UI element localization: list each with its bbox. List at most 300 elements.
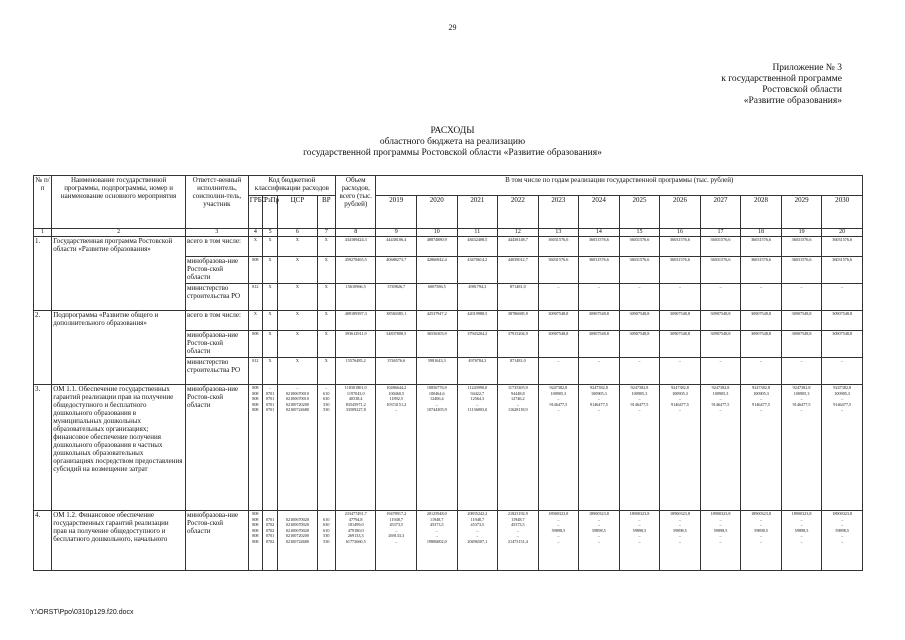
year-value-cell: 37943204,2 [457, 331, 498, 358]
year-value-cell: 21823192,9 [507, 511, 528, 516]
year-value-cell: 36031576,6 [579, 257, 620, 284]
year-value-stack [457, 511, 498, 571]
csr-cell: X [278, 284, 318, 311]
year-value-cell: 30907548,8 [822, 331, 863, 358]
year-value-stack [660, 511, 701, 571]
vr-cell: 530 [323, 538, 330, 544]
row-executor: всего в том числе: [185, 311, 248, 331]
file-path-footer: Y:\ORST\Ppo\0310p129.f20.docx [30, 609, 134, 616]
year-2028: 2028 [741, 196, 782, 229]
year-value-cell: – [759, 516, 763, 522]
year-value-cell: – [841, 396, 844, 402]
year-value-cell: – [597, 407, 600, 413]
year-value-cell: – [678, 522, 682, 528]
csr-cell: 02100720200 [285, 533, 309, 539]
year-value-cell: 100905,3 [550, 390, 567, 396]
doc-subtitle-1: областного бюджета на реализацию [379, 137, 526, 147]
grbs-cell: 808 [252, 407, 259, 413]
year-value-cell: – [841, 407, 844, 413]
year-value-cell: – [660, 358, 701, 385]
year-value-cell: – [435, 533, 438, 539]
total-cell: 269133,3 [347, 533, 364, 539]
row-executor: минобразова-ние Ростов-ской области [185, 331, 248, 358]
year-value-cell: – [841, 516, 844, 522]
year-value-cell: 18900323,8 [832, 511, 853, 516]
appendix-line-3: Ростовской области [762, 85, 842, 95]
vr-cell: 610 [323, 527, 330, 533]
year-value-stack [417, 385, 458, 511]
csr-cell: 02100670020 [285, 516, 309, 522]
year-value-cell: 30907548,8 [781, 311, 822, 331]
year-value-cell: 30907548,8 [781, 331, 822, 358]
year-value-cell: – [781, 358, 822, 385]
column-number-cell: 8 [335, 229, 376, 237]
year-2030: 2030 [822, 196, 863, 229]
year-value-cell: 9146477,5 [833, 401, 852, 407]
year-value-stack [781, 385, 822, 511]
year-value-cell: 19806002,0 [426, 538, 447, 544]
year-value-cell: – [619, 358, 660, 385]
column-number-cell: 19 [781, 229, 822, 237]
year-value-cell: 11892,5 [389, 396, 403, 402]
year-2025: 2025 [619, 196, 660, 229]
year-value-cell: 45373,5 [511, 522, 525, 528]
column-number-cell: 14 [579, 229, 620, 237]
year-value-cell: 45373,5 [389, 522, 404, 528]
year-value-cell: 269133,3 [388, 533, 405, 539]
doc-title: РАСХОДЫ [430, 126, 475, 136]
year-value-cell: 36031576,6 [781, 257, 822, 284]
year-value-cell: 11628118,9 [508, 407, 528, 413]
year-value-cell: 94448,8 [511, 390, 525, 396]
year-value-cell: 59898,5 [632, 527, 647, 533]
year-value-cell: – [719, 516, 722, 522]
year-value-cell: 100905,3 [834, 390, 851, 396]
year-value-cell: – [759, 538, 763, 544]
grbs-cell: 808 [252, 401, 259, 407]
csr-cell: 02100724680 [285, 538, 309, 544]
year-value-cell: – [719, 396, 722, 402]
year-value-cell: – [638, 396, 641, 402]
rzpr-cell: 0701 [265, 390, 275, 396]
total-cell: 479180,0 [347, 527, 364, 533]
year-value-cell: 18900323,8 [710, 511, 731, 516]
table-row [34, 385, 863, 511]
column-number-cell: 20 [822, 229, 863, 237]
header-name: Наименование государственной программы, подпрограммы, номер и наименование основного мероприятия [52, 176, 186, 229]
rzpr-cell: X [262, 331, 277, 358]
year-value-cell: 45373,5 [429, 522, 444, 528]
header-grbs: ГРБС [248, 196, 262, 229]
row-executor: министерство строительства РО [185, 284, 248, 311]
header-csr: ЦСР [278, 196, 318, 229]
year-value-cell: 100905,3 [591, 390, 607, 396]
year-value-stack [741, 385, 782, 511]
csr-cell: 02100670020 [285, 522, 309, 528]
year-value-cell: – [516, 527, 519, 533]
year-2026: 2026 [660, 196, 701, 229]
year-value-cell: – [841, 522, 844, 528]
appendix-line-4: «Развитие образования» [743, 96, 842, 106]
total-cell: 393612911,9 [335, 331, 376, 358]
year-value-cell: – [579, 358, 620, 385]
year-value-cell: 38786685,9 [498, 311, 539, 331]
year-value-cell: 19478917,2 [386, 511, 407, 516]
grbs-cell: X [248, 311, 262, 331]
total-cell: 15576485,2 [335, 358, 376, 385]
column-number-cell: 12 [498, 229, 539, 237]
csr-cell-stack [278, 385, 318, 511]
year-value-cell: 11948,7 [470, 516, 485, 522]
table-row [34, 511, 863, 571]
year-value-stack [538, 385, 579, 511]
year-value-cell: 30907548,8 [538, 331, 579, 358]
year-value-cell: – [678, 516, 682, 522]
year-value-cell: 11948,7 [430, 516, 444, 522]
total-cell: 40538,4 [348, 396, 363, 402]
year-value-cell: 36556303,9 [417, 331, 458, 358]
row-executor: минобразова-ние Ростов-ской области [185, 257, 248, 284]
total-cell: 47794,8 [348, 516, 363, 522]
year-value-cell: – [759, 407, 763, 413]
year-value-stack [822, 385, 863, 511]
year-value-cell: 30907548,8 [660, 311, 701, 331]
year-value-stack [781, 511, 822, 571]
year-value-cell: – [781, 284, 822, 311]
year-value-cell: 42866942,4 [417, 257, 458, 284]
year-value-cell: – [395, 527, 398, 533]
year-value-cell: 40688273,7 [376, 257, 417, 284]
year-value-cell: 11735305,9 [507, 385, 528, 390]
year-value-cell: 100905,3 [631, 390, 648, 396]
year-value-cell: 9247382,8 [833, 385, 852, 390]
year-value-cell: 18900323,8 [791, 511, 812, 516]
total-cell: 181499,0 [347, 522, 364, 528]
year-value-cell: 30907548,8 [741, 331, 782, 358]
year-value-cell: 100905,3 [753, 390, 769, 396]
year-value-cell: 30907548,8 [822, 311, 863, 331]
csr-cell: 02100720200 [285, 401, 309, 407]
year-2023: 2023 [538, 196, 579, 229]
year-value-cell: – [741, 358, 782, 385]
year-value-cell: – [557, 516, 560, 522]
year-value-stack [498, 385, 539, 511]
year-value-cell: 30907548,8 [741, 311, 782, 331]
vr-cell: 530 [323, 533, 330, 539]
rzpr-cell-stack [262, 511, 277, 571]
page-number: 29 [448, 23, 457, 32]
year-value-cell: 20496507,1 [467, 538, 488, 544]
row-number: 2. [34, 311, 52, 385]
rzpr-cell: 0702 [265, 538, 275, 544]
year-value-cell: – [741, 284, 782, 311]
year-value-cell: 100464,6 [428, 390, 445, 396]
grbs-cell: 808 [248, 331, 262, 358]
grbs-cell: 808 [248, 257, 262, 284]
row-number: 3. [34, 385, 52, 511]
year-value-stack [376, 385, 417, 511]
year-value-cell: 9247382,8 [630, 385, 649, 390]
year-value-cell: – [719, 407, 722, 413]
year-value-stack [700, 511, 741, 571]
year-value-cell: 9247382,8 [590, 385, 608, 390]
total-cell: 434189424,3 [335, 237, 376, 257]
total-cell: 409189397,3 [335, 311, 376, 331]
year-value-cell: 59898,5 [713, 527, 728, 533]
rzpr-cell: 0701 [265, 396, 275, 402]
vr-cell: 610 [323, 516, 330, 522]
year-value-cell: – [719, 522, 722, 528]
rzpr-cell: 0702 [265, 522, 275, 528]
rzpr-cell: 0701 [265, 401, 275, 407]
year-value-cell: 30907548,8 [579, 311, 620, 331]
year-value-cell: – [557, 407, 560, 413]
year-value-cell: 9146477,5 [711, 401, 730, 407]
row-name: Государственная программа Ростовской области «Развитие образования» [52, 237, 186, 311]
year-value-cell: – [597, 533, 600, 539]
year-value-cell: 18900323,8 [751, 511, 771, 516]
row-name: ОМ 1.2. Финансовое обеспечение государственных гарантий реализации прав на получение общедоступного и бесплатного дошкольного, начального [52, 511, 186, 571]
year-value-cell: – [557, 538, 560, 544]
total-cell: 1197043,0 [346, 390, 365, 396]
year-value-cell: – [597, 516, 600, 522]
year-value-cell: 59898,5 [592, 527, 606, 533]
year-value-cell: – [516, 533, 519, 539]
year-value-cell: 5981643,3 [417, 358, 458, 385]
year-value-cell: – [538, 358, 579, 385]
year-value-cell: – [638, 407, 641, 413]
year-value-cell: – [678, 407, 682, 413]
csr-cell: 02100670020 [285, 527, 309, 533]
year-value-stack [619, 385, 660, 511]
csr-cell: X [278, 237, 318, 257]
year-value-cell: 30907548,8 [660, 331, 701, 358]
row-name: Подпрограмма «Развитие общего и дополнительного образования» [52, 311, 186, 385]
year-value-cell: – [538, 284, 579, 311]
year-value-cell: 36031576,6 [660, 257, 701, 284]
year-value-cell: 12746,2 [511, 396, 525, 402]
year-value-cell: – [638, 533, 641, 539]
year-value-cell: 20125948,0 [426, 511, 447, 516]
year-value-stack [457, 385, 498, 511]
row-executor: минобразова-ние Ростов-ской области [185, 385, 248, 511]
year-value-cell: – [800, 522, 803, 528]
total-cell: 118301801,0 [344, 385, 367, 390]
year-value-cell: 59898,5 [835, 527, 849, 533]
vr-cell: X [317, 358, 335, 385]
year-value-cell: 43470614,2 [457, 257, 498, 284]
year-value-cell: – [579, 284, 620, 311]
year-value-cell: 18900323,8 [588, 511, 609, 516]
grbs-cell: 808 [252, 533, 259, 539]
year-value-cell: – [841, 533, 844, 539]
csr-cell: 02100724680 [285, 407, 309, 413]
total-cell: 15610966,5 [335, 284, 376, 311]
table-row [34, 311, 863, 331]
year-value-cell: – [476, 401, 479, 407]
year-value-cell: – [759, 396, 763, 402]
year-value-cell: 36031576,6 [538, 257, 579, 284]
year-value-cell: – [597, 396, 600, 402]
year-value-stack [579, 511, 620, 571]
year-value-cell: – [822, 358, 863, 385]
year-value-cell: 9247382,8 [792, 385, 811, 390]
rzpr-cell: X [262, 284, 277, 311]
column-number-cell: 18 [741, 229, 782, 237]
year-value-cell: 59898,5 [673, 527, 687, 533]
year-value-cell: 20835242,2 [467, 511, 488, 516]
year-value-cell: – [719, 533, 722, 539]
year-value-cell: 9247382,8 [671, 385, 689, 390]
vr-cell: 530 [323, 407, 330, 413]
row-executor: всего в том числе: [185, 237, 248, 257]
csr-cell: 02100670010 [285, 390, 309, 396]
year-value-cell: – [638, 516, 641, 522]
column-number-cell: 13 [538, 229, 579, 237]
year-value-cell: – [800, 516, 803, 522]
year-value-cell: 12564,3 [470, 396, 485, 402]
year-value-cell: – [800, 533, 803, 539]
year-2029: 2029 [781, 196, 822, 229]
year-value-cell: 9146477,5 [792, 401, 811, 407]
year-value-stack [619, 511, 660, 571]
header-executor: Ответст-венный исполнитель, соисполни-тель, участник [185, 176, 248, 229]
rzpr-cell: 0701 [265, 533, 275, 539]
vr-cell: 610 [323, 390, 330, 396]
year-value-cell: 36031576,6 [741, 257, 782, 284]
year-value-cell: – [619, 284, 660, 311]
rzpr-cell: X [262, 257, 277, 284]
year-value-cell: 21473151,4 [507, 538, 528, 544]
column-number-row [34, 229, 863, 237]
total-cell-stack [335, 511, 376, 571]
year-value-cell: 10374151,2 [386, 401, 407, 407]
grbs-cell: 808 [252, 390, 259, 396]
year-value-cell: 11948,7 [389, 516, 403, 522]
year-value-cell: – [800, 407, 803, 413]
csr-cell: 02100670010 [285, 396, 309, 402]
year-value-cell: 36031576,6 [619, 237, 660, 257]
year-value-cell: 36031576,6 [579, 237, 620, 257]
year-value-stack [417, 511, 458, 571]
vr-cell: X [317, 237, 335, 257]
grbs-cell: 808 [252, 516, 259, 522]
year-value-cell: 30907548,8 [579, 331, 620, 358]
vr-cell: X [317, 331, 335, 358]
year-value-cell: – [678, 538, 682, 544]
year-2019: 2019 [376, 196, 417, 229]
year-value-cell: – [476, 527, 479, 533]
year-value-cell: 36031576,6 [660, 237, 701, 257]
year-value-cell: 30907548,8 [619, 331, 660, 358]
grbs-cell-stack [248, 511, 262, 571]
year-value-cell: 36031576,6 [741, 237, 782, 257]
year-value-cell: 871481,0 [498, 358, 539, 385]
grbs-cell: 808 [252, 527, 259, 533]
year-value-cell: 42019988,5 [457, 311, 498, 331]
year-value-cell: – [678, 396, 682, 402]
year-value-cell: 48874880,9 [417, 237, 458, 257]
vr-cell: – [325, 385, 328, 390]
year-value-stack [579, 385, 620, 511]
year-value-cell: 59898,5 [794, 527, 809, 533]
year-value-cell: – [435, 527, 438, 533]
row-number: 4. [34, 511, 52, 571]
year-value-cell: 9146477,5 [630, 401, 649, 407]
year-value-cell: 11136803,0 [467, 407, 488, 413]
expenditure-table [33, 175, 863, 571]
year-value-cell: 38584385,1 [376, 311, 417, 331]
header-budget-code: Код бюджетной классификации расходов [248, 176, 335, 196]
year-value-cell: 9146477,5 [752, 401, 770, 407]
year-value-cell: 48432408,5 [457, 237, 498, 257]
year-value-cell: 36031576,6 [700, 237, 741, 257]
vr-cell: X [317, 311, 335, 331]
csr-cell: X [278, 311, 318, 331]
csr-cell-stack [278, 511, 318, 571]
vr-cell-stack [317, 511, 335, 571]
year-value-cell: – [597, 538, 600, 544]
year-value-cell: 9247382,8 [711, 385, 730, 390]
year-value-cell: – [476, 533, 479, 539]
vr-cell: 530 [323, 401, 330, 407]
year-value-cell: 18900323,8 [548, 511, 569, 516]
year-value-cell: 12406,4 [429, 396, 444, 402]
year-value-cell: – [759, 533, 763, 539]
grbs-cell-stack [248, 385, 262, 511]
column-number-cell: 11 [457, 229, 498, 237]
year-value-cell: – [516, 401, 519, 407]
rzpr-cell: 0701 [265, 407, 275, 413]
row-executor: министерство строительства РО [185, 358, 248, 385]
grbs-cell: 808 [252, 522, 259, 528]
year-value-cell: 36031576,6 [781, 237, 822, 257]
year-value-cell: 9146477,5 [590, 401, 608, 407]
year-value-cell: 42537947,2 [417, 311, 458, 331]
year-value-cell: 59898,5 [551, 527, 566, 533]
row-number: 1. [34, 237, 52, 311]
year-value-cell: 10856776,9 [426, 385, 447, 390]
total-cell: 459278465,5 [335, 257, 376, 284]
year-value-cell: – [557, 533, 560, 539]
year-value-stack [376, 511, 417, 571]
column-number-cell: 2 [52, 229, 186, 237]
year-value-cell: – [395, 538, 398, 544]
year-value-cell: 3749826,7 [376, 284, 417, 311]
grbs-cell: 812 [248, 284, 262, 311]
year-value-cell: 4976784,3 [457, 358, 498, 385]
year-value-cell: 100460,5 [388, 390, 405, 396]
column-number-cell: 5 [262, 229, 277, 237]
year-value-cell: – [800, 538, 803, 544]
header-rzpr: РзПр [262, 196, 277, 229]
row-name: ОМ 1.1. Обеспечение государственных гарантий реализации прав на получение общедоступного и бесплатного дошкольного образования в муниципальных дошкольных образовательных организациях; финансовое обеспечение получения дошкольного образования в частных дошкольных образовательных организациях посредством предоставления субсидий на возмещение затрат [52, 385, 186, 511]
total-cell: 33509227,8 [345, 407, 366, 413]
year-value-cell: 94422,7 [470, 390, 485, 396]
doc-subtitle-2: государственной программы Ростовской области «Развитие образования» [303, 148, 602, 158]
year-value-stack [700, 385, 741, 511]
year-value-cell: – [678, 533, 682, 539]
rzpr-cell: X [262, 358, 277, 385]
vr-cell: 630 [323, 522, 330, 528]
year-value-stack [660, 385, 701, 511]
column-number-cell: 7 [317, 229, 335, 237]
year-value-cell: – [700, 358, 741, 385]
year-value-cell: 4981794,3 [457, 284, 498, 311]
rzpr-cell: X [262, 311, 277, 331]
column-number-cell: 17 [700, 229, 741, 237]
year-value-cell: 30907548,8 [700, 331, 741, 358]
